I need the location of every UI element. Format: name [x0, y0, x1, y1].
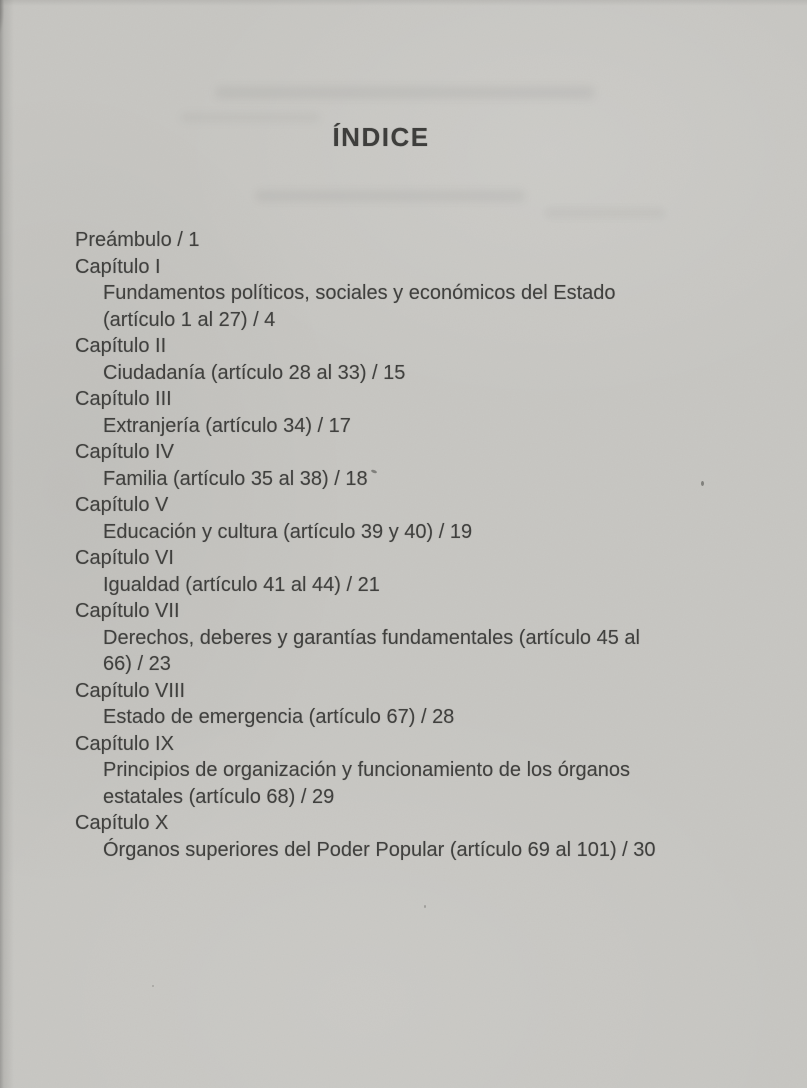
toc-entry: Capítulo VII — [75, 600, 180, 622]
toc-entry: Derechos, deberes y garantías fundamentales (artículo 45 al — [103, 626, 640, 649]
toc-entry: Extranjería (artículo 34) / 17 — [103, 414, 351, 437]
toc-entry: Capítulo V — [75, 494, 169, 516]
toc-entry: Educación y cultura (artículo 39 y 40) / 19 — [103, 520, 473, 543]
toc-entry: Órganos superiores del Poder Popular (artículo 69 al 101) / 30 — [103, 838, 656, 861]
scan-edge-shadow — [0, 0, 807, 6]
scan-corner-shadow — [0, 0, 14, 52]
showthrough-smudge — [215, 86, 595, 99]
toc-entry: Estado de emergencia (artículo 67) / 28 — [103, 706, 455, 728]
toc-entry: Ciudadanía (artículo 28 al 33) / 15 — [103, 361, 406, 384]
toc-entry: Igualdad (artículo 41 al 44) / 21 — [103, 573, 380, 596]
showthrough-smudge — [255, 190, 525, 202]
scan-speck — [152, 985, 154, 987]
toc-entry: Capítulo I — [75, 255, 161, 278]
toc-entry: Capítulo III — [75, 388, 172, 410]
toc-entry: Principios de organización y funcionamiento de los órganos — [103, 759, 630, 781]
toc-entry: Capítulo II — [75, 335, 167, 357]
scan-edge-shadow — [0, 0, 14, 1088]
showthrough-smudge — [545, 208, 665, 218]
toc-entry: Capítulo IV — [75, 441, 174, 463]
scan-speck — [424, 905, 426, 908]
scan-speck — [701, 481, 704, 486]
page-title: ÍNDICE — [332, 122, 430, 152]
toc-entry: Fundamentos políticos, sociales y económicos del Estado — [103, 282, 616, 304]
toc-entry: (artículo 1 al 27) / 4 — [103, 308, 276, 331]
toc-entry: estatales (artículo 68) / 29 — [103, 785, 335, 808]
toc-entry: Preámbulo / 1 — [75, 229, 200, 251]
toc-entry: Familia (artículo 35 al 38) / 18 — [103, 467, 368, 490]
toc-entry: Capítulo VI — [75, 547, 174, 569]
toc-entry: Capítulo X — [75, 812, 169, 834]
toc-entry: Capítulo IX — [75, 732, 174, 755]
toc-entry: 66) / 23 — [103, 653, 171, 675]
toc-entry: Capítulo VIII — [75, 679, 186, 702]
table-of-contents — [75, 227, 777, 863]
